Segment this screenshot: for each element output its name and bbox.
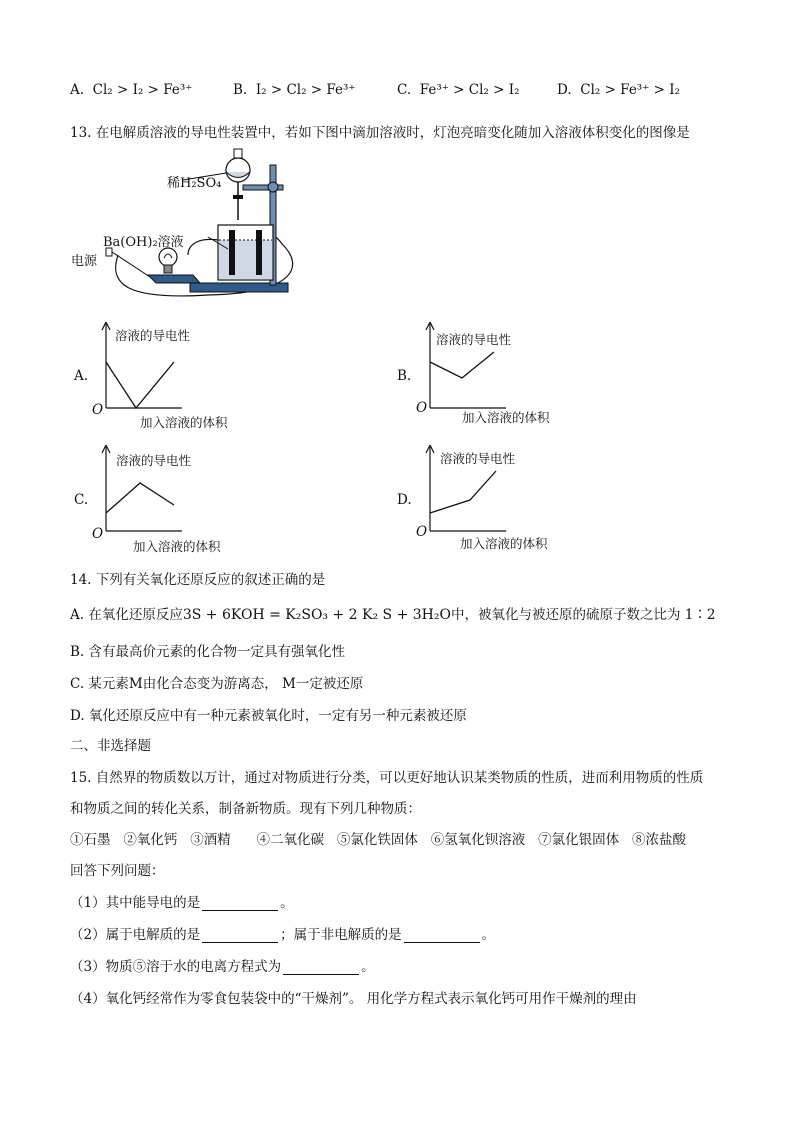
q14-option-d: D. 氧化还原反应中有一种元素被氧化时，一定有另一种元素被还原 <box>70 708 467 724</box>
graph-d-xlabel: 加入溶液的体积 <box>460 536 548 551</box>
graph-b-ylabel: 溶液的导电性 <box>436 332 512 347</box>
graph-c-letter: C. <box>74 492 89 508</box>
q15-prompt: 回答下列问题： <box>70 863 165 879</box>
graph-d-origin: O <box>416 524 428 540</box>
q15-stem-line2: 和物质之间的转化关系，制备新物质。现有下列几种物质： <box>70 801 421 817</box>
graph-d-ylabel: 溶液的导电性 <box>440 451 516 466</box>
q14-option-b: B. 含有最高价元素的化合物一定具有强氧化性 <box>70 644 346 660</box>
q14-stem: 14. 下列有关氧化还原反应的叙述正确的是 <box>70 572 326 588</box>
q14-option-c: C. 某元素M由化合态变为游离态， M一定被还原 <box>70 676 364 692</box>
q14-option-a: A. 在氧化还原反应3S + 6KOH = K₂SO₃ + 2 K₂ S + 3H₂O中，被氧化与被还原的硫原子数之比为 1∶2 <box>70 607 716 623</box>
label-power-source: 电源 <box>71 254 98 269</box>
graph-c-origin: O <box>92 526 104 542</box>
answer-blank-3[interactable] <box>283 960 359 975</box>
answer-blank-2a[interactable] <box>202 928 278 943</box>
graph-a-ylabel: 溶液的导电性 <box>115 328 191 343</box>
graph-a-xlabel: 加入溶液的体积 <box>140 415 228 430</box>
section-heading: 二、非选择题 <box>70 738 151 754</box>
q15-substance-list: ①石墨 ②氧化钙 ③酒精 ④二氧化碳 ⑤氯化铁固体 ⑥氢氧化钡溶液 ⑦氯化银固体 ⑧浓盐酸 <box>70 832 686 848</box>
q12-option-d: D. Cl₂ > Fe³⁺ > I₂ <box>557 82 680 98</box>
graph-a-letter: A. <box>74 368 89 384</box>
label-dilute-sulfuric-acid: 稀H₂SO₄ <box>167 176 222 191</box>
graph-b-xlabel: 加入溶液的体积 <box>462 410 550 425</box>
q15-sub4: （4）氧化钙经常作为零食包装袋中的“干燥剂”。 用化学方程式表示氧化钙可用作干燥剂的理由 <box>70 991 637 1007</box>
graph-b-origin: O <box>416 400 428 416</box>
q15-stem-line1: 15. 自然界的物质数以万计，通过对物质进行分类，可以更好地认识某类物质的性质，进而利用物质的性质 <box>70 770 704 786</box>
q13-stem: 13. 在电解质溶液的导电性装置中，若如下图中滴加溶液时，灯泡亮暗变化随加入溶液体积变化的图像是 <box>70 125 690 141</box>
q12-option-b: B. I₂ > Cl₂ > Fe³⁺ <box>233 82 356 98</box>
q13-apparatus-figure <box>68 145 318 305</box>
answer-blank-2b[interactable] <box>404 928 480 943</box>
graph-c-ylabel: 溶液的导电性 <box>116 453 192 468</box>
label-barium-hydroxide: Ba(OH)₂溶液 <box>103 235 184 250</box>
answer-blank-1[interactable] <box>202 896 278 911</box>
q14-equation: 3S + 6KOH = K₂SO₃ + 2 K₂ S + 3H₂O <box>182 607 451 623</box>
graph-b-letter: B. <box>397 368 412 384</box>
graph-a-origin: O <box>92 402 104 418</box>
q15-sub1: （1）其中能导电的是 。 <box>70 895 294 911</box>
graph-c-xlabel: 加入溶液的体积 <box>133 539 221 554</box>
q15-sub3: （3）物质⑤溶于水的电离方程式为 。 <box>70 959 375 975</box>
q12-option-a: A. Cl₂ > I₂ > Fe³⁺ <box>70 82 193 98</box>
q12-option-c: C. Fe³⁺ > Cl₂ > I₂ <box>397 82 520 98</box>
q15-sub2: （2）属于电解质的是 ；属于非电解质的是 。 <box>70 927 496 943</box>
graph-d-letter: D. <box>397 492 412 508</box>
